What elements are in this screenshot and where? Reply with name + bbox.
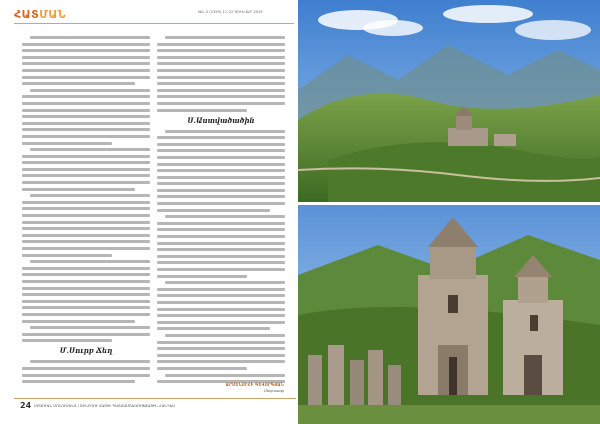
text-line xyxy=(165,334,285,337)
text-line xyxy=(157,341,285,344)
text-line xyxy=(22,221,150,224)
text-line xyxy=(157,56,285,59)
text-line xyxy=(157,143,285,146)
text-line xyxy=(157,176,285,179)
text-line xyxy=(157,347,285,350)
text-line xyxy=(22,188,135,191)
cloud xyxy=(363,20,423,36)
text-line xyxy=(22,109,150,112)
text-line xyxy=(157,367,247,370)
text-line xyxy=(157,228,285,231)
text-line xyxy=(22,207,150,210)
text-line xyxy=(157,163,285,166)
text-line xyxy=(22,135,150,138)
text-line xyxy=(22,174,150,177)
text-line xyxy=(157,156,285,159)
text-line xyxy=(157,209,270,212)
text-line xyxy=(22,300,150,303)
text-line xyxy=(157,69,285,72)
text-line xyxy=(22,43,150,46)
text-line xyxy=(30,89,150,92)
text-line xyxy=(157,268,285,271)
text-line xyxy=(22,49,150,52)
text-line xyxy=(22,367,150,370)
monastery-photo xyxy=(298,205,600,424)
text-line xyxy=(22,333,150,336)
text-line xyxy=(22,128,150,131)
text-line xyxy=(157,169,285,172)
text-line xyxy=(157,321,285,324)
text-line xyxy=(30,36,150,39)
text-line xyxy=(22,287,150,290)
text-line xyxy=(22,234,150,237)
cloud xyxy=(443,5,533,23)
text-line xyxy=(157,314,285,317)
landscape-illustration xyxy=(298,0,600,202)
author-block xyxy=(196,382,284,393)
landscape-photo xyxy=(298,0,600,202)
cloud xyxy=(515,20,591,40)
text-line xyxy=(22,122,150,125)
text-line xyxy=(22,76,150,79)
text-line xyxy=(157,294,285,297)
text-line xyxy=(22,95,150,98)
text-line xyxy=(165,36,285,39)
text-line xyxy=(157,195,285,198)
text-line xyxy=(157,354,285,357)
text-line xyxy=(22,273,150,276)
header-divider xyxy=(14,23,294,24)
author-role: Մնոյտագր xyxy=(263,389,284,393)
text-line xyxy=(157,43,285,46)
text-line xyxy=(157,76,285,79)
text-line xyxy=(157,327,270,330)
text-line xyxy=(157,222,285,225)
text-line xyxy=(165,215,285,218)
text-line xyxy=(157,202,285,205)
text-line xyxy=(22,102,150,105)
text-line xyxy=(157,136,285,139)
text-line xyxy=(22,181,150,184)
text-line xyxy=(22,247,150,250)
text-line xyxy=(30,260,150,263)
text-line xyxy=(157,109,247,112)
text-line xyxy=(157,189,285,192)
text-line xyxy=(30,360,150,363)
logo-part-2: ՄԱՆ xyxy=(39,8,67,21)
text-line xyxy=(22,380,135,383)
text-line xyxy=(157,82,285,85)
text-line xyxy=(22,293,150,296)
text-line xyxy=(157,248,285,251)
text-line xyxy=(22,56,150,59)
text-column-2 xyxy=(157,36,285,386)
text-line xyxy=(157,102,285,105)
logo-part-1: ՀԱՏ xyxy=(14,8,40,21)
monastery-illustration xyxy=(298,205,600,424)
text-column-1 xyxy=(22,36,150,386)
text-line xyxy=(22,267,150,270)
text-line xyxy=(30,326,150,329)
text-line xyxy=(22,62,150,65)
text-line xyxy=(165,130,285,133)
text-line xyxy=(22,214,150,217)
text-line xyxy=(157,95,285,98)
text-line xyxy=(22,254,112,257)
issue-info: №1–2 (2359) 17–22 ՅՈՒՆՎԱՐ 2019 xyxy=(198,10,263,14)
text-line xyxy=(157,308,285,311)
text-line xyxy=(157,182,285,185)
footer-divider xyxy=(14,398,296,399)
text-line xyxy=(157,360,285,363)
text-line xyxy=(22,142,112,145)
text-line xyxy=(22,155,150,158)
text-line xyxy=(22,280,150,283)
text-line xyxy=(157,62,285,65)
text-line xyxy=(157,49,285,52)
text-line xyxy=(22,69,150,72)
text-line xyxy=(22,201,150,204)
text-line xyxy=(22,227,150,230)
footer-text: ՄՈԳՈՒԱՆ ՄՈՆՈՒՄԵՆՏ / ՇԻՆՈՂՈՒ ՀԱՏՈՒ ՊԱՏՄԱՄՇԱԿՈՒՅԹԱՅԻՆ ՀԱՆԴԵՍ xyxy=(34,404,175,408)
text-line xyxy=(165,374,285,377)
magazine-logo xyxy=(14,8,66,21)
text-line xyxy=(157,255,285,258)
text-line xyxy=(22,161,150,164)
text-line xyxy=(30,148,150,151)
text-line xyxy=(22,82,135,85)
page-number: 24 xyxy=(20,401,32,410)
text-line xyxy=(30,194,150,197)
text-line xyxy=(165,281,285,284)
section-heading-2: Մ.Սուրբ Ճեղ xyxy=(59,346,113,356)
text-line xyxy=(22,320,135,323)
text-line xyxy=(157,242,285,245)
text-line xyxy=(157,288,285,291)
text-line xyxy=(22,168,150,171)
text-line xyxy=(22,306,150,309)
text-line xyxy=(22,313,150,316)
text-line xyxy=(157,301,285,304)
text-line xyxy=(22,240,150,243)
author-name: ԱՐՄԵՆՈՒՀԻ ԳԵՎՈՐԳՅԱՆ xyxy=(225,382,284,387)
text-line xyxy=(22,339,112,342)
text-line xyxy=(157,275,247,278)
text-line xyxy=(22,374,150,377)
text-line xyxy=(22,115,150,118)
text-line xyxy=(157,261,285,264)
foreground-grass xyxy=(298,405,600,424)
section-heading-1: Ս.Աստվածածին xyxy=(187,115,255,125)
text-line xyxy=(157,89,285,92)
text-line xyxy=(157,235,285,238)
text-line xyxy=(157,149,285,152)
